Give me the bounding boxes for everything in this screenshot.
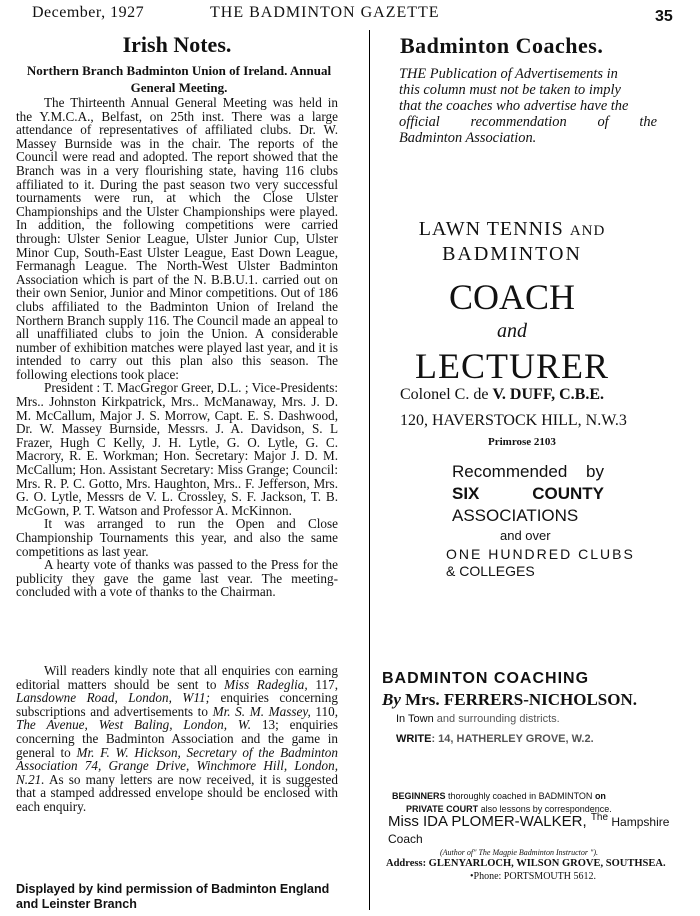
plomer-walker-name: Miss IDA PLOMER-WALKER, $^{The}$ Hampshire bbox=[388, 812, 670, 830]
permission-note: Displayed by kind permission of Badminton England and Leinster Branch bbox=[16, 882, 330, 911]
coaching-ad-title: BADMINTON COACHING bbox=[382, 670, 590, 687]
championship-paragraph: It was arranged to run the Open and Close Championship Tournaments this year, and also the same competitions as last year. bbox=[16, 516, 338, 559]
irish-notes-body bbox=[16, 96, 338, 599]
ferrers-nicholson: By Mrs. FERRERS-NICHOLSON. bbox=[382, 690, 638, 709]
coaches-disclaimer: THE Publication of Advertisements in this column must not be taken to imply that the coaches who advertise have the official recommendation of the Badminton Association. bbox=[399, 66, 657, 146]
thanks-paragraph: A hearty vote of thanks was passed to the Press for the publicity they gave the game last vear. The meeting- concluded with a vote of thanks to the Chairman. bbox=[16, 557, 338, 600]
issue-date: December, 1927 bbox=[32, 4, 145, 21]
duff-advertisement: LAWN TENNIS AND BADMINTON COACH and LECTURER bbox=[415, 218, 609, 386]
colleges: & COLLEGES bbox=[446, 563, 535, 579]
associations: ASSOCIATIONS bbox=[452, 506, 579, 525]
duff-address: 120, HAVERSTOCK HILL, N.W.3 bbox=[400, 412, 627, 429]
beginners-notice: BEGINNERS thoroughly coached in BADMINTON on PRIVATE COURT also lessons by correspondence. bbox=[392, 791, 612, 814]
coaches-heading: Badminton Coaches. bbox=[400, 33, 604, 58]
enquiries-notice: Will readers kindly note that all enquiries con earning editorial matters should be sent to Miss Radeglia, 117, Lansdowne Road, London, W11; enquiries concerning subscriptions and advertisements to Mr. S. M. Massey, 110, The Avenue, West Baling, London, W. 13; enquiries concerning the Badminton Association and the game in general to Mr. F. W. Hickson, Secretary of the Badminton Association 74, Grange Drive, Winchmore Hill, London, N.21. As so many letters are now received, it is suggested that a stamped addressed envelope should be enclosed with each enquiry. bbox=[16, 663, 339, 814]
six-county: SIX COUNTY bbox=[452, 484, 604, 503]
irish-notes-subheading: Northern Branch Badminton Union of Ireland. Annual General Meeting. bbox=[26, 63, 332, 95]
hundred-clubs: ONE HUNDRED CLUBS bbox=[446, 546, 635, 562]
elections-paragraph: President : T. MacGregor Greer, D.L. ; Vice-Presidents: Mrs.. Johnston Kirkpatrick, Mrs.. McManaway, Mrs. J. D. M. McCallum, Major J. S. Morrow, Capt. E. S. Dashwood, Dr. W. Massey Burnside, Messrs. J. A. Davidson, S. L Frazer, Hugh C Kelly, J. H. Lytle, G. O. Lytle, G. C. Macrory, R. E. Workman; Hon. Secretary: Major J. D. M. McCallum; Hon. Assistant Secretary: Miss Grange; Council: Mrs. R. P. C. Gotto, Mrs. Haughton, Mrs.. F. Jefferson, Mrs. G. O. Lytle, Messrs de V. L. Crossley, S. F. Jackson, T. B. McGown, P. T. Watson and Professor A. McKinnon. bbox=[16, 380, 338, 518]
in-town: In Town and surrounding districts. bbox=[396, 713, 560, 725]
page-number: 35 bbox=[655, 8, 673, 25]
author-note: (Author of" The Magpie Badminton Instructor "). bbox=[440, 848, 599, 857]
and-over: and over bbox=[500, 528, 551, 543]
column-divider bbox=[369, 30, 370, 910]
coach-label: Coach bbox=[388, 832, 423, 846]
gazette-title: THE BADMINTON GAZETTE bbox=[210, 4, 440, 21]
plomer-walker-address: Address: GLENYARLOCH, WILSON GROVE, SOUTHSEA. bbox=[386, 858, 666, 869]
plomer-walker-phone: •Phone: PORTSMOUTH 5612. bbox=[470, 871, 596, 882]
write-address: WRITE: 14, HATHERLEY GROVE, W.2. bbox=[396, 733, 594, 745]
duff-phone: Primrose 2103 bbox=[488, 436, 556, 448]
duff-name: Colonel C. de V. DUFF, C.B.E. bbox=[400, 386, 605, 403]
agm-paragraph: The Thirteenth Annual General Meeting was held in the Y.M.C.A., Belfast, on 25th inst. There was a large attendance of representatives of affiliated clubs. Dr. W. Massey Burnside was in the chair. The reports of the Council were read and adopted. The report showed that the Branch was in a very flourishing state, having 116 clubs affiliated to it. During the past season two very successful tournaments were run, at which the Close Ulster Championships and the Ulster Championships were played. In addition, the following competitions were carried through: Ulster Senior League, Ulster Junior Cup, Ulster Minor Cup, South-East Ulster League, East Down League, Fermanagh League. The North-West Ulster Badminton Association which is part of the N. B.B.U.1. carried out on their own Senior, Junior and Minor competitions. Out of 186 clubs affiliated to the Badminton Union of Ireland the Northern Branch supply 116. The Council made an appeal to all unaffiliated clubs to join the Union. A considerable number of exhibition matches were played last year, and it is intended to carry out this plan also this season. The following elections took place: bbox=[16, 95, 338, 382]
recommended-by: Recommended by bbox=[452, 462, 604, 481]
irish-notes-heading: Irish Notes. bbox=[122, 32, 232, 57]
